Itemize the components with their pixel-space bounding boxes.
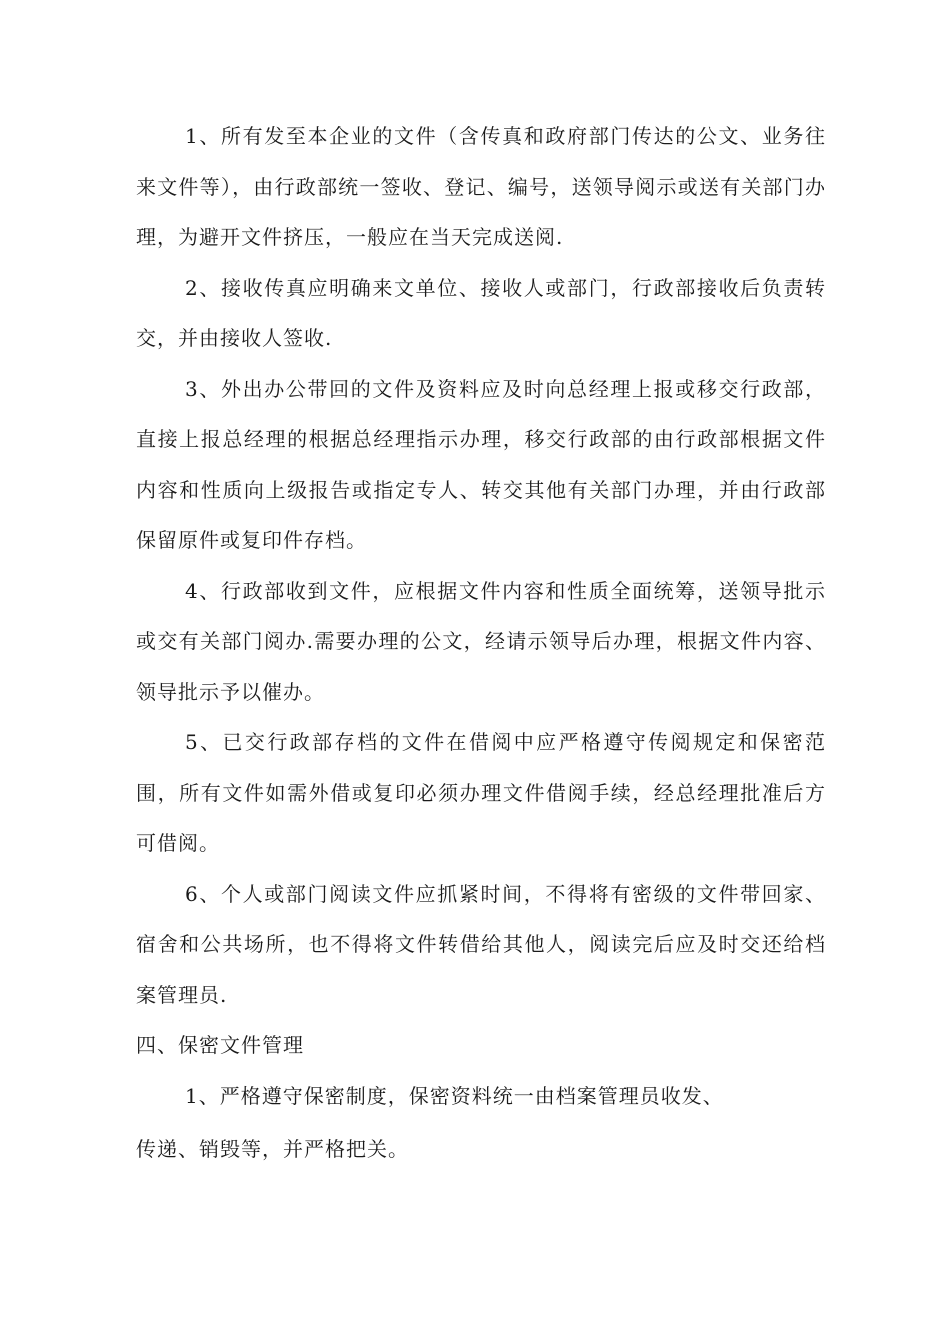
paragraph-2: 2、接收传真应明确来文单位、接收人或部门，行政部接收后负责转交，并由接收人签收. [136,275,826,350]
section-heading: 四、保密文件管理 [136,1033,304,1057]
section-item-1-line-2: 传递、销毁等，并严格把关。 [136,1137,409,1161]
section-item-1-line-1: 1、严格遵守保密制度，保密资料统一由档案管理员收发、 [185,1083,724,1108]
paragraph-5: 5、已交行政部存档的文件在借阅中应严格遵守传阅规定和保密范围，所有文件如需外借或复印必须办理文件借阅手续，经总经理批准后方可借阅。 [136,730,826,855]
document-body [136,111,826,1175]
paragraph-4: 4、行政部收到文件，应根据文件内容和性质全面统筹，送领导批示或交有关部门阅办.需要办理的公文，经请示领导后办理，根据文件内容、领导批示予以催办。 [136,578,826,704]
paragraph-6: 6、个人或部门阅读文件应抓紧时间，不得将有密级的文件带回家、宿舍和公共场所，也不得将文件转借给其他人，阅读完后应及时交还给档案管理员. [136,881,826,1007]
paragraph-1: 1、所有发至本企业的文件（含传真和政府部门传达的公文、业务往来文件等），由行政部统一签收、登记、编号，送领导阅示或送有关部门办理，为避开文件挤压，一般应在当天完成送阅. [136,124,826,249]
paragraph-3: 3、外出办公带回的文件及资料应及时向总经理上报或移交行政部，直接上报总经理的根据总经理指示办理，移交行政部的由行政部根据文件内容和性质向上级报告或指定专人、转交其他有关部门办理，并由行政部保留原件或复印件存档。 [136,376,826,552]
